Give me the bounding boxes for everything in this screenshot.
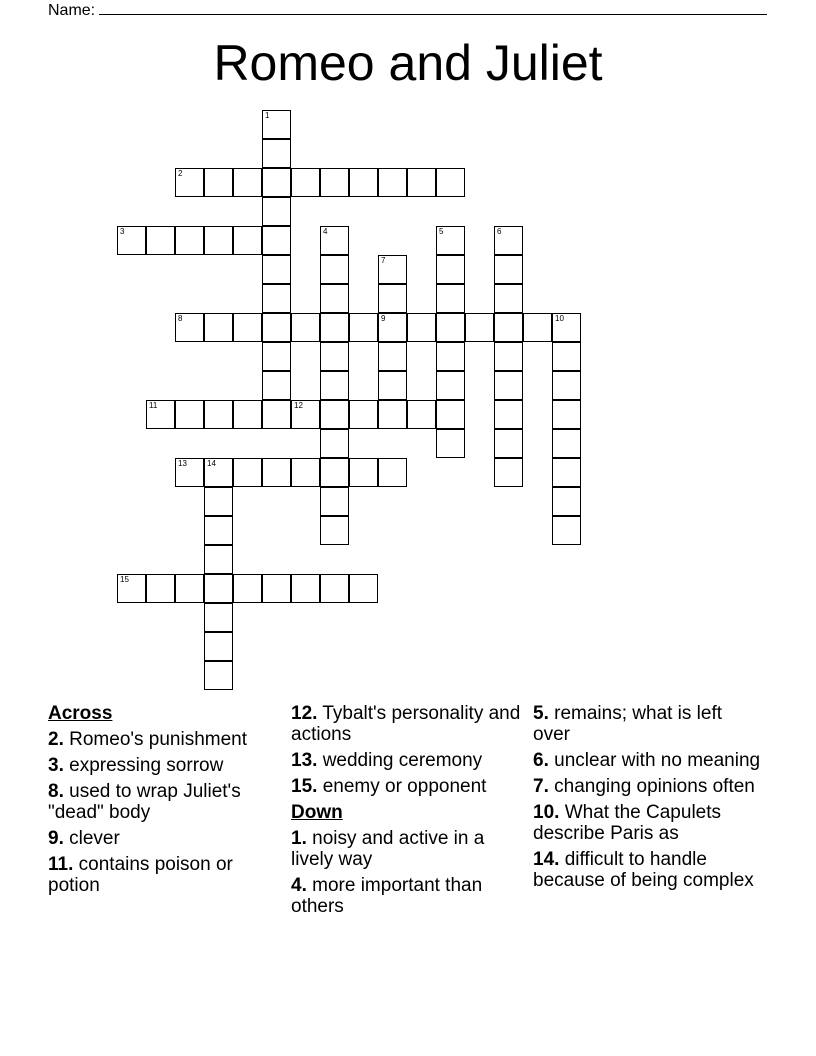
- clue-item-number: 9.: [48, 828, 64, 849]
- grid-cell[interactable]: [204, 603, 233, 632]
- grid-cell[interactable]: [494, 226, 523, 255]
- grid-cell[interactable]: [378, 400, 407, 429]
- clue-item-number: 11.: [48, 854, 74, 875]
- grid-cell[interactable]: [407, 168, 436, 197]
- grid-cell[interactable]: [552, 458, 581, 487]
- clue-item-number: 8.: [48, 781, 64, 802]
- page-title: Romeo and Juliet: [213, 35, 603, 91]
- clue-item-number: 4.: [291, 875, 307, 896]
- grid-cell[interactable]: [494, 371, 523, 400]
- clue-item: [291, 776, 521, 797]
- grid-cell[interactable]: [436, 255, 465, 284]
- grid-cell[interactable]: [552, 400, 581, 429]
- grid-cell[interactable]: [552, 371, 581, 400]
- clue-number: 3: [120, 227, 125, 236]
- grid-cell[interactable]: [378, 255, 407, 284]
- clue-item-text: unclear with no meaning: [554, 750, 761, 771]
- clue-item-text: clever: [69, 828, 120, 849]
- grid-cell[interactable]: [320, 284, 349, 313]
- grid-cell[interactable]: [320, 400, 349, 429]
- clue-item: [533, 849, 763, 891]
- grid-cell[interactable]: [494, 458, 523, 487]
- clue-item-number: 7.: [533, 776, 549, 797]
- clue-item: [48, 781, 278, 823]
- grid-cell[interactable]: [349, 458, 378, 487]
- clue-number: 2: [178, 169, 183, 178]
- grid-cell[interactable]: [204, 226, 233, 255]
- grid-cell[interactable]: [349, 168, 378, 197]
- grid-cell[interactable]: [291, 313, 320, 342]
- clue-item-text: difficult to handle because of being complex: [533, 849, 754, 891]
- clue-item-text: contains poison or potion: [48, 854, 233, 896]
- grid-cell[interactable]: [407, 400, 436, 429]
- clue-number: 10: [555, 314, 564, 323]
- clue-item-text: Tybalt's personality and actions: [291, 703, 521, 745]
- clue-item-text: noisy and active in a lively way: [291, 828, 485, 870]
- grid-cell[interactable]: [320, 458, 349, 487]
- grid-cell[interactable]: [204, 400, 233, 429]
- grid-cell[interactable]: [436, 313, 465, 342]
- grid-cell[interactable]: [378, 284, 407, 313]
- grid-cell[interactable]: [436, 284, 465, 313]
- across-heading: Across: [48, 703, 113, 724]
- grid-cell[interactable]: [436, 400, 465, 429]
- grid-cell[interactable]: [262, 110, 291, 139]
- clue-item: [291, 703, 521, 745]
- grid-cell[interactable]: [320, 574, 349, 603]
- grid-cell[interactable]: [262, 226, 291, 255]
- grid-cell[interactable]: [494, 284, 523, 313]
- grid-cell[interactable]: [233, 168, 262, 197]
- grid-cell[interactable]: [436, 371, 465, 400]
- clue-item-number: 10.: [533, 802, 560, 823]
- clue-number: 9: [381, 314, 386, 323]
- clue-item: [533, 750, 763, 771]
- clue-item-number: 13.: [291, 750, 318, 771]
- grid-cell[interactable]: [436, 429, 465, 458]
- clue-item-number: 6.: [533, 750, 549, 771]
- grid-cell[interactable]: [523, 313, 552, 342]
- grid-cell[interactable]: [175, 313, 204, 342]
- name-label: Name:: [48, 2, 96, 19]
- grid-cell[interactable]: [262, 168, 291, 197]
- clue-item-text: more important than others: [291, 875, 483, 917]
- clue-item-number: 1.: [291, 828, 307, 849]
- grid-cell[interactable]: [117, 574, 146, 603]
- grid-cell[interactable]: [494, 255, 523, 284]
- grid-cell[interactable]: [204, 545, 233, 574]
- clue-number: 5: [439, 227, 444, 236]
- grid-cell[interactable]: [552, 487, 581, 516]
- grid-cell[interactable]: [320, 371, 349, 400]
- clue-item: [291, 875, 521, 917]
- grid-cell[interactable]: [262, 255, 291, 284]
- grid-cell[interactable]: [320, 516, 349, 545]
- grid-cell[interactable]: [552, 429, 581, 458]
- grid-cell[interactable]: [494, 313, 523, 342]
- grid-cell[interactable]: [291, 400, 320, 429]
- grid-cell[interactable]: [233, 400, 262, 429]
- clue-item: [291, 828, 521, 870]
- clue-item-number: 5.: [533, 703, 549, 724]
- grid-cell[interactable]: [204, 313, 233, 342]
- clue-item: [48, 854, 278, 896]
- grid-cell[interactable]: [378, 313, 407, 342]
- grid-cell[interactable]: [494, 400, 523, 429]
- grid-cell[interactable]: [204, 458, 233, 487]
- clue-item: [533, 776, 763, 797]
- clue-item-text: remains; what is left over: [533, 703, 723, 745]
- grid-cell[interactable]: [146, 574, 175, 603]
- clues-column-3: [533, 703, 763, 896]
- clue-number: 14: [207, 459, 216, 468]
- grid-cell[interactable]: [320, 168, 349, 197]
- grid-cell[interactable]: [320, 342, 349, 371]
- grid-cell[interactable]: [175, 458, 204, 487]
- clue-number: 13: [178, 459, 187, 468]
- grid-cell[interactable]: [233, 226, 262, 255]
- clue-item: [533, 703, 763, 745]
- grid-cell[interactable]: [262, 342, 291, 371]
- grid-cell[interactable]: [436, 342, 465, 371]
- clue-item: [291, 750, 521, 771]
- grid-cell[interactable]: [262, 458, 291, 487]
- grid-cell[interactable]: [262, 313, 291, 342]
- clue-item-number: 12.: [291, 703, 318, 724]
- grid-cell[interactable]: [233, 458, 262, 487]
- grid-cell[interactable]: [262, 400, 291, 429]
- clue-item: [48, 755, 278, 776]
- clues-column-1: [48, 703, 278, 901]
- grid-cell[interactable]: [291, 574, 320, 603]
- clue-number: 4: [323, 227, 328, 236]
- clue-number: 6: [497, 227, 502, 236]
- clue-item: [48, 828, 278, 849]
- grid-cell[interactable]: [436, 168, 465, 197]
- grid-cell[interactable]: [262, 371, 291, 400]
- grid-cell[interactable]: [494, 429, 523, 458]
- grid-cell[interactable]: [291, 168, 320, 197]
- grid-cell[interactable]: [291, 458, 320, 487]
- grid-cell[interactable]: [204, 574, 233, 603]
- clue-number: 1: [265, 111, 270, 120]
- grid-cell[interactable]: [378, 168, 407, 197]
- clue-item-number: 3.: [48, 755, 64, 776]
- grid-cell[interactable]: [378, 342, 407, 371]
- clue-item: [48, 729, 278, 750]
- grid-cell[interactable]: [117, 226, 146, 255]
- grid-cell[interactable]: [320, 487, 349, 516]
- clue-item-text: What the Capulets describe Paris as: [533, 802, 722, 844]
- grid-cell[interactable]: [175, 574, 204, 603]
- clue-item-number: 15.: [291, 776, 318, 797]
- grid-cell[interactable]: [407, 313, 436, 342]
- grid-cell[interactable]: [465, 313, 494, 342]
- grid-cell[interactable]: [436, 226, 465, 255]
- grid-cell[interactable]: [378, 371, 407, 400]
- grid-cell[interactable]: [552, 516, 581, 545]
- grid-cell[interactable]: [320, 313, 349, 342]
- clue-item-text: expressing sorrow: [69, 755, 224, 776]
- clue-item-text: used to wrap Juliet's "dead" body: [48, 781, 241, 823]
- clue-item-text: Romeo's punishment: [69, 729, 248, 750]
- grid-cell[interactable]: [204, 168, 233, 197]
- grid-cell[interactable]: [349, 313, 378, 342]
- clue-item-number: 2.: [48, 729, 64, 750]
- grid-cell[interactable]: [494, 342, 523, 371]
- grid-cell[interactable]: [146, 226, 175, 255]
- clue-number: 8: [178, 314, 183, 323]
- grid-cell[interactable]: [320, 226, 349, 255]
- clue-item-text: wedding ceremony: [322, 750, 483, 771]
- clue-number: 12: [294, 401, 303, 410]
- down-heading: Down: [291, 802, 343, 823]
- grid-cell[interactable]: [233, 313, 262, 342]
- grid-cell[interactable]: [262, 574, 291, 603]
- clue-item-number: 14.: [533, 849, 560, 870]
- grid-cell[interactable]: [262, 284, 291, 313]
- grid-cell[interactable]: [320, 255, 349, 284]
- grid-cell[interactable]: [233, 574, 262, 603]
- grid-cell[interactable]: [262, 139, 291, 168]
- grid-cell[interactable]: [349, 574, 378, 603]
- clue-number: 15: [120, 575, 129, 584]
- grid-cell[interactable]: [204, 487, 233, 516]
- clue-number: 7: [381, 256, 386, 265]
- grid-cell[interactable]: [552, 313, 581, 342]
- clue-item-text: enemy or opponent: [322, 776, 487, 797]
- grid-cell[interactable]: [349, 400, 378, 429]
- grid-cell[interactable]: [204, 632, 233, 661]
- grid-cell[interactable]: [146, 400, 175, 429]
- clue-number: 11: [149, 401, 158, 410]
- clues-column-2: [291, 703, 521, 922]
- clue-item: [533, 802, 763, 844]
- grid-cell[interactable]: [175, 226, 204, 255]
- grid-cell[interactable]: [175, 400, 204, 429]
- grid-cell[interactable]: [262, 197, 291, 226]
- clue-item-text: changing opinions often: [554, 776, 755, 797]
- grid-cell[interactable]: [204, 661, 233, 690]
- grid-cell[interactable]: [175, 168, 204, 197]
- grid-cell[interactable]: [320, 429, 349, 458]
- grid-cell[interactable]: [378, 458, 407, 487]
- grid-cell[interactable]: [552, 342, 581, 371]
- grid-cell[interactable]: [204, 516, 233, 545]
